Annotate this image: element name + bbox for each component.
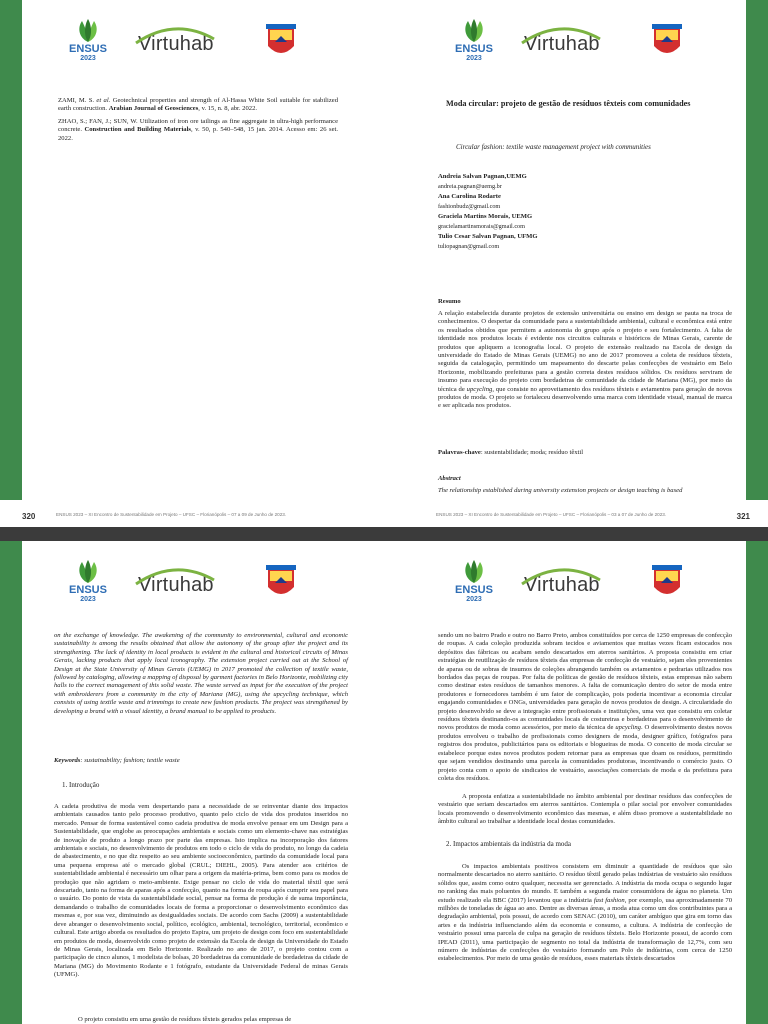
body-text: Os impactos ambientais positivos consistem em diminuir a quantidade de resíduos que são normalmente descartados no aterro sanitário. O resíduo têxtil gerado pelas indústrias de vestuário são resíduos sólidos que, assim como outro qualquer, necessita ser gerenciado. A indústria da moda ocupa o segundo lugar no ranking das mais poluentes do mundo. E também a segunda maior consumidora de água no planeta. Um estudo realizado ela BBC (2017) levantou que a indústria fast fashion, por exemplo, usa aproximadamente 70 milhões de toneladas de água ao ano. Dentre as diversas áreas, a moda atua como um dos contribuintes para a degradação ambiental, pois possui, de acordo com SENAC (2010), um caráter ambíguo que gira em torno das artes e da indústria influenciando além da economia e consumo, a cultura. A indústria de confecção de vestuário possui uma parcela de culpa na geração de resíduos têxteis. Belo Horizonte possui, de acordo com IPEAD (2011), uma participação de segmento no total da indústria de transformação de 12,7%, com seu número de indústrias de confecções do vestuário formando um Polo de indústrias, com cerca de 1250 estabelecimentos. Por meio de uma gestão de resíduos, esses materiais têxteis descartados xyxy=(438,863,733,963)
green-side-band xyxy=(0,541,22,1024)
body-text: A cadeia produtiva de moda vem despertando para a necessidade de se reinventar diante dos impactos ambientais causados tanto pelo processo produtivo, quanto pelo ciclo de vida dos produtos inseridos no mercado. Pensar de forma sustentável como cadeia produtiva de moda envolve pensar em um Design para a Sustentabilidade, que englobe as preocupações ambientais e sociais como um elemento-chave nas estratégias de inovação de produto a longo prazo por parte das empresas. Isto implica na incorporação dos fatores ambientais e sociais, no desenvolvimento de produtos em todo o ciclo de vida do produto, no longo da cadeia de abastecimento, e no que diz respeito ao seu ambiente socioeconômico, partindo da comunidade local para uma pequena empresa até o mercado global (CRUL; DIEHL, 2005). Para atender aos critérios de sustentabilidade ambiental é necessário um olhar para a origem da matéria-prima, bem como para os modos de produção que não agridam o meio-ambiente. Exige pensar no ciclo de vida do material têxtil que será descartado, tanto na forma de aparas após a confecção, quanto na forma de roupa após cumprir seu papel para o usuário. Do ponto de vista da sustentabilidade social, pensar na forma de produção é de suma importância, demandando o trabalho de comunidades locais de forma a proporcionar o desenvolvimento econômico das mesmas e, por sua vez, diminuindo as desigualdades sociais. De acordo com Sachs (2009) a sustentabilidade deve abranger o desenvolvimento social, político, ecológico, ambiental, tecnológico, territorial, econômico e cultural. Este artigo aborda os resultados do projeto Espira, um projeto de design com foco em sustentabilidade em produtos de moda, desenvolvido como projeto de extensão da Escola de design da Universidade do Estado de Minas Gerais, localizada em Belo Horizonte. Realizado no ano de 2017, o projeto contou com a participação de cinco alunos, 1 modelista de bolsas, 20 bordadeiras da comunidade de bordadeiras da cidade de Mariana (MG) do Movimento Rodante e 1 fotógrafo, estudante da Universidade Federal de minas Gerais (UFMG). xyxy=(54,803,348,979)
author-name: Ana Carolina Rodarte xyxy=(438,193,501,200)
green-side-band xyxy=(0,0,22,500)
green-side-band xyxy=(746,0,768,500)
ensus-logo: ENSUS 2023 xyxy=(66,559,110,603)
author-email: gracielamartinsmorais@gmail.com xyxy=(438,223,525,230)
ensus-logo: ENSUS 2023 xyxy=(66,18,110,62)
ufsc-seal-logo xyxy=(264,563,298,608)
green-side-band xyxy=(746,541,768,1024)
reference-entry: ZAMI, M. S. et al. Geotechnical properties and strength of Al-Hassa White Soil suitable for stabilized earth construction. Arabian Journal of Geosciences, v. 15, n. 8, abr. 2022. xyxy=(58,97,338,113)
ufsc-seal-logo xyxy=(264,22,298,67)
virtuhab-logo: Virtuhab xyxy=(138,574,214,597)
author-email: fashionbudz@gmail.com xyxy=(438,203,501,210)
page-number: 321 xyxy=(736,512,750,521)
ensus-logo: ENSUS 2023 xyxy=(452,559,496,603)
section-heading: 1. Introdução xyxy=(62,781,100,789)
page-number: 320 xyxy=(22,512,36,521)
virtuhab-logo: Virtuhab xyxy=(138,33,214,56)
section-heading: 2. Impactos ambientais da indústria da moda xyxy=(446,840,571,848)
page-footer: ENSUS 2023 – XI Encontro de Sustentabilidade em Projeto – UFSC – Florianópolis – 07 a 09 de Junho de 2023. xyxy=(56,512,287,517)
author-name: Tulio Cesar Salvan Pagnan, UFMG xyxy=(438,233,538,240)
page-321 xyxy=(384,0,768,527)
abstract-heading: Abstract xyxy=(438,475,461,482)
resumo-text: A relação estabelecida durante projetos de extensão universitária ou ensino em design se pauta na troca de conhecimentos. O despertar da comunidade para a sustentabilidade ambiental, cultural e econômica está entre os resultados obtidos que permitem a autonomia do grupo após o projeto e seu fortalecimento. A falta de identidade nos produtos locais é evidente nos circuitos culturais e históricos de Minas Gerais, carente de produtos que apliquem a iconografia local. O projeto de extensão realizado na Escola de design da universidade do Estado de Minas Gerais (UEMG) no ano de 2017 promoveu a coleta de resíduos têxteis, seguida da catalogação, permitindo um mapeamento do descarte pelas confecções de vestuário em Belo Horizonte, mobilizando prefeituras para a gestão correta destes resíduos sólidos. Os resíduos serviram de insumo para execução do projeto com bordadeiras de comunidade da cidade de Mariana (MG), por meio da técnica de upcycling, que consiste no aproveitamento dos resíduos têxteis e aviamentos para geração de novos produtos de moda. O projeto se fortaleceu desenvolvendo uma marca com identidade visual, manual de marca e ser aplicada nos produtos. xyxy=(438,310,732,410)
reference-entry: ZHAO, S.; FAN, J.; SUN, W. Utilization of iron ore tailings as fine aggregate in ultra-high performance concrete. Construction and Building Materials, v. 50, p. 540–548, 15 jan. 2014. Acesso em: 26 set. 2022. xyxy=(58,118,338,142)
ufsc-seal-logo xyxy=(650,563,684,608)
ufsc-seal-logo xyxy=(650,22,684,67)
author-name: Andreia Salvan Pagnan,UEMG xyxy=(438,173,527,180)
author-email: tuliopagnan@gmail.com xyxy=(438,243,500,250)
ensus-logo: ENSUS 2023 xyxy=(452,18,496,62)
keywords: Keywords: sustainability; fashion; textile waste xyxy=(54,757,180,764)
author-email: andreia.pagnan@uemg.br xyxy=(438,183,502,190)
paper-subtitle: Circular fashion: textile waste management project with communities xyxy=(456,143,651,151)
resumo-heading: Resumo xyxy=(438,298,461,305)
page-320 xyxy=(0,0,384,527)
body-text: O projeto consistiu em uma gestão de resíduos têxteis gerados pelas empresas de xyxy=(78,1016,292,1023)
page-323 xyxy=(384,541,768,1024)
body-text: A proposta enfatiza a sustentabilidade no âmbito ambiental por destinar resíduos das confecções de vestuário que seriam descartados em aterros sanitários. Contempla o pilar social por envolver comunidades locais promovendo o desenvolvimento econômico das mesmas, e além disso promove a sustentabilidade no âmbito cultural ao trabalhar a identidade local destas comunidades. xyxy=(438,793,732,826)
keywords: Palavras-chave: sustentabilidade; moda; resíduo têxtil xyxy=(438,449,584,456)
body-text: sendo um no bairro Prado e outro no Barro Preto, ambos constituídos por cerca de 1250 empresas de confecção de roupas. A cada coleção produzida sobram tecidos e aviamentos que muitas vezes ficam estocados nos depósitos das fábricas ou acabam sendo descartados em aterros sanitários. A proposta consistiu em criar estratégias de reutilização de resíduos têxteis das empresas de confecção de vestuário, sejam eles provenientes de aparas ou de sobras de insumos de coleções abrangendo também os aviamentos e pedrarias utilizados nos bordados das peças de roupas. Por falta de políticas de gestão de resíduos têxteis, estas empresas não sabem como destinar estes resíduos de tamanhos menores. A falta de comunicação dentro do setor de moda entre produtores e fornecedores também é um fator de complicação, pois poderia incentivar a economia circular engajando comunidades e ONGs, universidades para geração de novos produtos de design. A circularidade do projeto desenvolvido se deve a integração entre profissionais e instituições, uma vez que consistiu em coletar resíduos têxteis destinando-os as comunidades locais de costureiras e bordadeiras para o desenvolvimento de novos produtos de moda como acessórios, por meio da técnica de upcycling. O desenvolvimento destes novos produtos envolveu o trabalho de profissionais como designers de moda, designer gráfico, fotógrafos para registros dos produtos, publicitários para os editoriais e blogueiras de moda. O conceito de moda circular se estabelece porque estes novos produtos podem retornar para as empresas que doam os resíduos, permitindo que sejam vendidos destinando uma parcela às comunidades produtoras, incentivando o comércio justo. O projeto conta com o apoio de sindicatos de vestuário, associações comerciais de moda e da prefeitura para coleta dos resíduos. xyxy=(438,632,733,782)
page-footer: ENSUS 2023 – XI Encontro de Sustentabilidade em Projeto – UFSC – Florianópolis – 03 a 07 de Junho de 2023. xyxy=(436,512,667,517)
abstract-text: The relationship established during university extension projects or design teaching is based xyxy=(438,487,683,494)
virtuhab-logo: Virtuhab xyxy=(524,33,600,56)
paper-title: Moda circular: projeto de gestão de resíduos têxteis com comunidades xyxy=(446,99,691,108)
abstract-text: on the exchange of knowledge. The awakening of the community to environmental, cultural and economic sustainability is among the results obtained that allow the autonomy of the group after the project and its strengthening. The lack of identity in local products is evident in the cultural and historical circuits of Minas Gerais, lacking products that apply local iconography. The extension project carried out at the School of Design at the State University of Minas Gerais (UEMG) in 2017 promoted the collection of textile waste, followed by cataloging, allowing a mapping of disposal by garment factories in Belo Horizonte, mobilizing city halls to the correct management of this solid waste. The waste served as input for the execution of the project with embroiderers from a community in the city of Mariana (MG), using the upcycling technique, which consists of using textile waste and trimmings to create new fashion products. The project was strengthened by developing a brand with a visual identity, a brand manual to be applied to products. xyxy=(54,632,348,715)
virtuhab-logo: Virtuhab xyxy=(524,574,600,597)
author-list xyxy=(438,172,718,252)
page-322 xyxy=(0,541,384,1024)
author-name: Graciela Martins Morais, UEMG xyxy=(438,213,533,220)
